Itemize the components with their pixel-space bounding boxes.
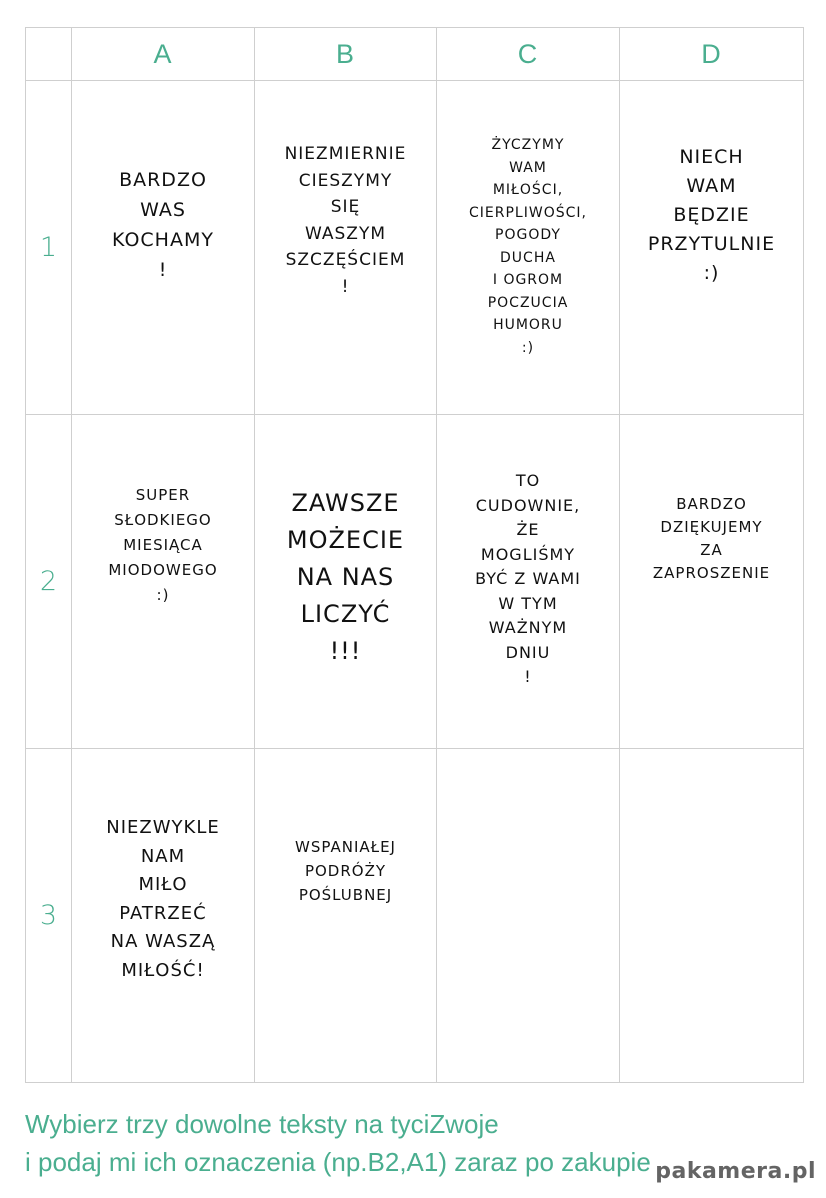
- row-header-2: 2: [26, 415, 72, 749]
- cell-b2-text: ZAWSZE MOŻECIE NA NAS LICZYĆ !!!: [286, 489, 405, 665]
- cell-c2-text: TO CUDOWNIE, ŻE MOGLIŚMY BYĆ Z WAMI W TYM WAŻNYM DNIU !: [475, 471, 581, 686]
- cell-a2: [72, 415, 255, 749]
- cell-b1: [255, 81, 437, 415]
- cell-b3-text: WSPANIAŁEJ PODRÓŻY POŚLUBNEJ: [295, 838, 396, 904]
- cell-a3-text: NIEZWYKLE NAM MIŁO PATRZEĆ NA WASZĄ MIŁOŚĆ!: [106, 817, 220, 981]
- cell-c3: [437, 749, 620, 1083]
- cell-a1-text: BARDZO WAS KOCHAMY !: [112, 169, 214, 281]
- corner-cell: [26, 28, 72, 81]
- cell-d3: [620, 749, 804, 1083]
- watermark-logo: pakamera.pl: [655, 1159, 816, 1184]
- column-header-c: C: [437, 28, 620, 81]
- column-header-d: D: [620, 28, 804, 81]
- cell-d2-text: BARDZO DZIĘKUJEMY ZA ZAPROSZENIE: [652, 495, 771, 582]
- cell-b2: [255, 415, 437, 749]
- instructions-line-2: i podaj mi ich oznaczenia (np.B2,A1) zaraz po zakupie: [25, 1147, 651, 1177]
- row-header-3: 3: [26, 749, 72, 1083]
- cell-d1-text: NIECH WAM BĘDZIE PRZYTULNIE :): [647, 146, 776, 284]
- text-options-grid: [25, 27, 804, 1083]
- cell-c1-text: ŻYCZYMY WAM MIŁOŚCI, CIERPLIWOŚCI, POGODY DUCHA I OGROM POCZUCIA HUMORU :): [469, 137, 587, 356]
- cell-b3: [255, 749, 437, 1083]
- cell-a3: [72, 749, 255, 1083]
- cell-c2: [437, 415, 620, 749]
- cell-a2-text: SUPER SŁODKIEGO MIESIĄCA MIODOWEGO :): [108, 486, 218, 604]
- cell-c1: [437, 81, 620, 415]
- column-header-a: A: [72, 28, 255, 81]
- row-header-1: 1: [26, 81, 72, 415]
- cell-d2: [620, 415, 804, 749]
- cell-b1-text: NIEZMIERNIE CIESZYMY SIĘ WASZYM SZCZĘŚCIEM !: [284, 144, 407, 297]
- column-header-b: B: [255, 28, 437, 81]
- instructions-line-1: Wybierz trzy dowolne teksty na tyciZwoje: [25, 1109, 499, 1139]
- cell-a1: [72, 81, 255, 415]
- cell-d1: [620, 81, 804, 415]
